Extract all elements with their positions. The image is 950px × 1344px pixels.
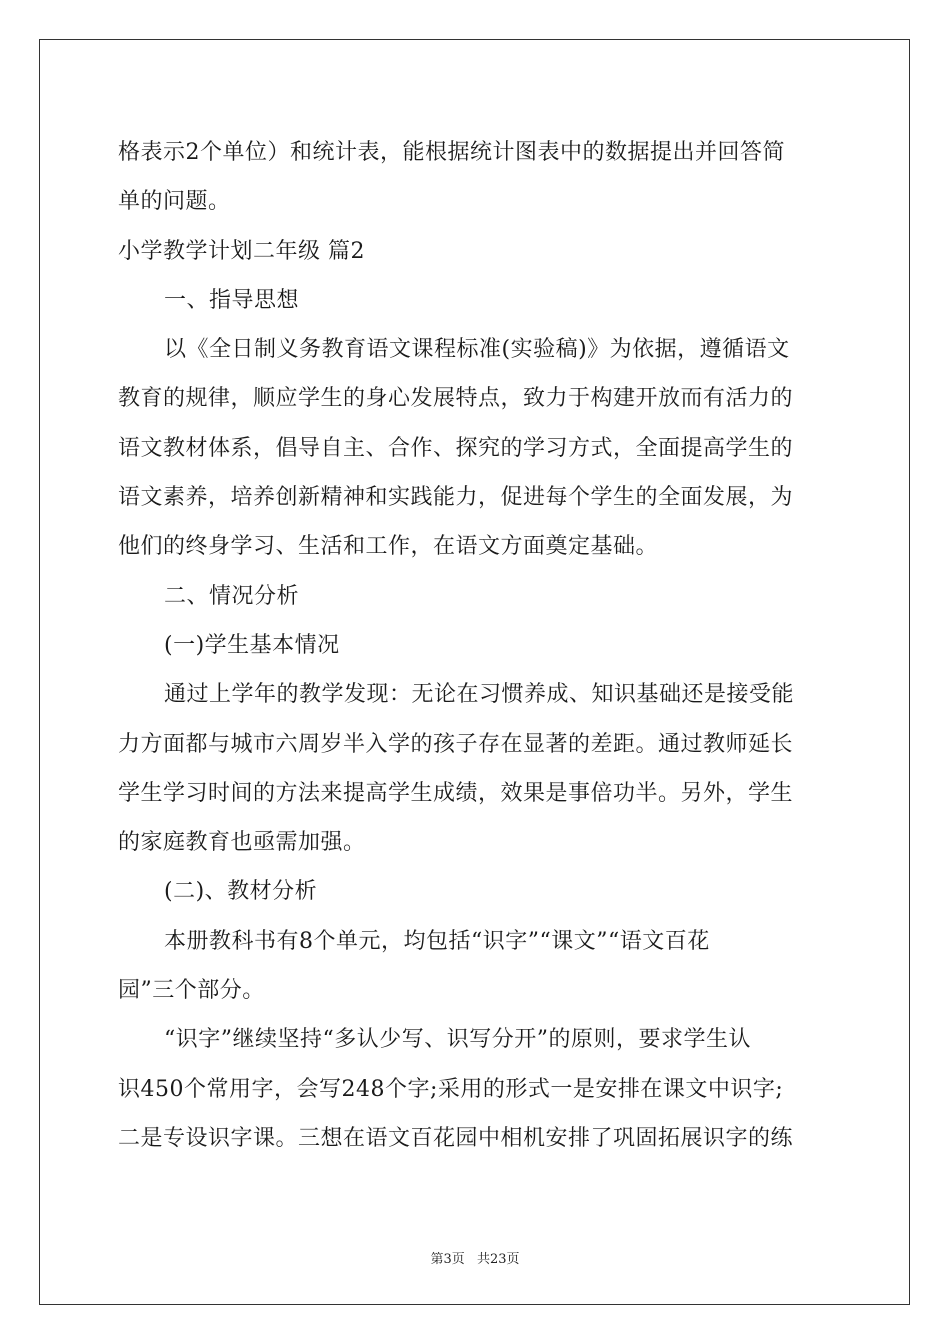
section-title: 小学教学计划二年级 篇2 [118,238,365,264]
heading-situation-analysis: 二、情况分析 [164,583,300,609]
text-line: 格表示2个单位）和统计表，能根据统计图表中的数据提出并回答简 [118,140,785,165]
page-number: 第3页 [430,1252,465,1267]
text-line: 单的问题。 [118,189,231,215]
text-line: 的家庭教育也亟需加强。 [118,830,366,856]
heading-guiding-ideology: 一、指导思想 [164,287,300,313]
text-line: “识字”继续坚持“多认少写、识写分开”的原则，要求学生认 [164,1027,751,1053]
subheading-textbook-analysis: (二)、教材分析 [164,879,318,905]
total-pages: 共23页 [476,1252,520,1267]
text-line: 通过上学年的教学发现：无论在习惯养成、知识基础还是接受能 [164,682,795,708]
page-footer [0,1248,950,1267]
text-line: 语文教材体系，倡导自主、合作、探究的学习方式，全面提高学生的 [118,435,794,461]
text-line: 教育的规律，顺应学生的身心发展特点，致力于构建开放而有活力的 [118,386,794,412]
text-line: 识450个常用字，会写248个字;采用的形式一是安排在课文中识字; [118,1076,784,1102]
text-line: 他们的终身学习、生活和工作，在语文方面奠定基础。 [118,534,659,560]
text-line: 园”三个部分。 [118,978,265,1004]
text-line: 二是专设识字课。三想在语文百花园中相机安排了巩固拓展识字的练 [118,1125,794,1151]
text-line: 以《全日制义务教育语文课程标准(实验稿)》为依据，遵循语文 [164,337,790,363]
document-body [118,128,834,1163]
text-line: 力方面都与城市六周岁半入学的孩子存在显著的差距。通过教师延长 [118,731,794,757]
text-line: 本册教科书有8个单元，均包括“识字”“课文”“语文百花 [164,928,710,954]
text-line: 学生学习时间的方法来提高学生成绩，效果是事倍功半。另外，学生 [118,780,794,806]
text-line: 语文素养，培养创新精神和实践能力，促进每个学生的全面发展，为 [118,485,794,511]
subheading-student-situation: (一)学生基本情况 [164,632,340,658]
